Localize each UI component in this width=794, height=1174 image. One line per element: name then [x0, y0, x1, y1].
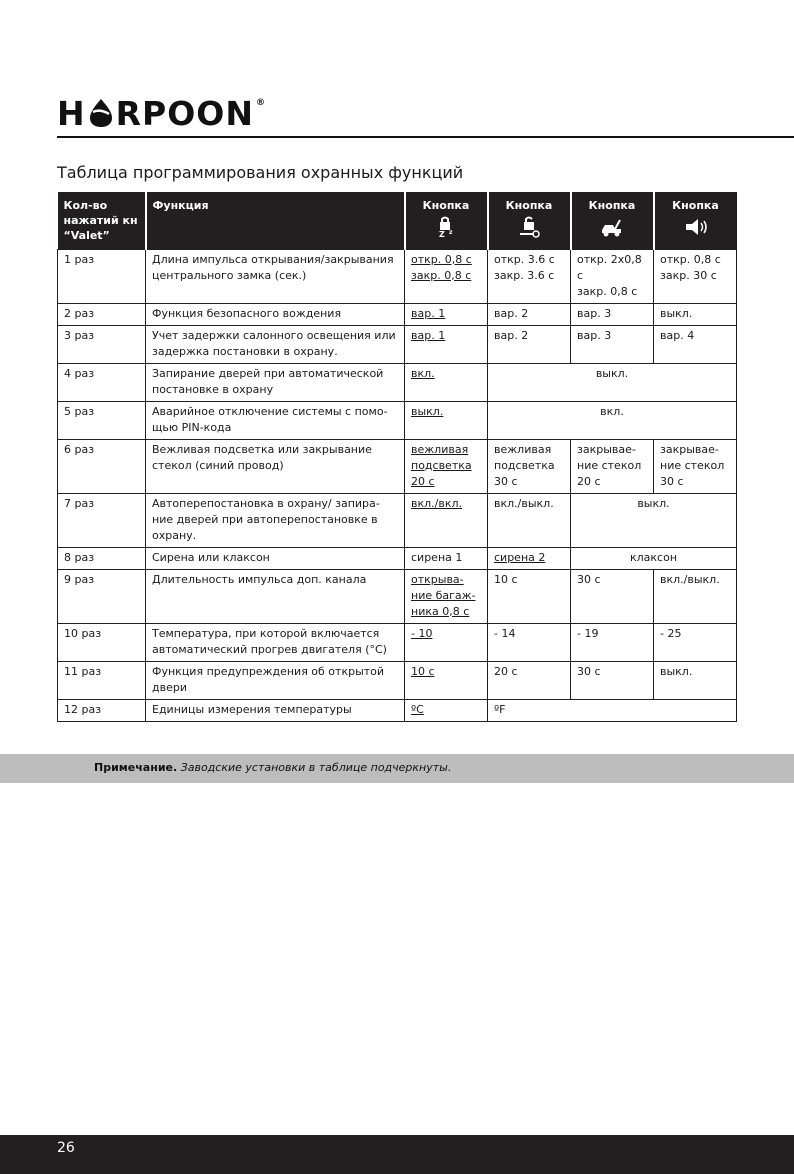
row-count: 8 раз — [58, 547, 146, 569]
row-button-1-value — [405, 249, 488, 303]
row-button-1-value: - 10 — [405, 623, 488, 661]
row-button-1-value: выкл. — [405, 401, 488, 439]
row-function: Сирена или клаксон — [146, 547, 405, 569]
value-line: закр. 3.6 с — [494, 268, 555, 282]
row-count: 9 раз — [58, 569, 146, 623]
row-button-3-value: 30 с — [571, 569, 654, 623]
row-button-1-value: открыва-ние багаж-ника 0,8 с — [405, 569, 488, 623]
row-buttons-2-4-value: выкл. — [488, 363, 737, 401]
row-function: Длина импульса открывания/закрывания центрального замка (сек.) — [146, 249, 405, 303]
page-title: Таблица программирования охранных функций — [57, 163, 464, 182]
row-button-3-value: вар. 3 — [571, 325, 654, 363]
row-button-2-value: сирена 2 — [488, 547, 571, 569]
lock-sleep-icon — [434, 216, 458, 238]
row-function: Единицы измерения температуры — [146, 699, 405, 721]
logo-letter-h: H — [57, 93, 86, 133]
table-row — [58, 439, 737, 493]
header-button-2 — [488, 192, 571, 249]
row-button-3-value: вар. 3 — [571, 303, 654, 325]
logo-letters: RPOON — [115, 93, 254, 133]
value-line: закр. 0,8 с — [411, 268, 472, 282]
table-row — [58, 623, 737, 661]
row-count: 4 раз — [58, 363, 146, 401]
row-button-3-value: - 19 — [571, 623, 654, 661]
row-button-1-value: вкл. — [405, 363, 488, 401]
header-button-4 — [654, 192, 737, 249]
row-buttons-2-4-value: вкл. — [488, 401, 737, 439]
table-row — [58, 325, 737, 363]
header-count: Кол-во нажатий кн “Valet” — [58, 192, 146, 249]
header-button-2-label: Кнопка — [505, 199, 553, 212]
row-function: Функция предупреждения об открытой двери — [146, 661, 405, 699]
row-button-4-value: закрывае-ние стекол 30 с — [654, 439, 737, 493]
row-button-2-value: вар. 2 — [488, 325, 571, 363]
page-number: 26 — [57, 1140, 75, 1156]
value-line: закр. 30 с — [660, 268, 717, 282]
row-count: 7 раз — [58, 493, 146, 547]
row-button-2-value: 10 с — [488, 569, 571, 623]
row-button-2-value: - 14 — [488, 623, 571, 661]
table-header-row — [58, 192, 737, 249]
row-count: 3 раз — [58, 325, 146, 363]
row-function: Запирание дверей при автоматической постановке в охрану — [146, 363, 405, 401]
svg-text:z: z — [449, 229, 453, 236]
svg-text:Z: Z — [439, 230, 445, 238]
table-row — [58, 363, 737, 401]
row-button-1-value: 10 с — [405, 661, 488, 699]
row-button-2-value: 20 с — [488, 661, 571, 699]
row-button-1-value: вкл./вкл. — [405, 493, 488, 547]
table-row — [58, 699, 737, 721]
row-function: Функция безопасного вождения — [146, 303, 405, 325]
table-row — [58, 547, 737, 569]
row-button-1-value: ºС — [405, 699, 488, 721]
row-button-2-value: вар. 2 — [488, 303, 571, 325]
row-count: 12 раз — [58, 699, 146, 721]
header-button-1 — [405, 192, 488, 249]
row-button-2-value: вежливая подсветка 30 с — [488, 439, 571, 493]
row-button-1-value: вар. 1 — [405, 325, 488, 363]
footnote — [94, 761, 451, 774]
row-button-2-value: вкл./выкл. — [488, 493, 571, 547]
table-row — [58, 569, 737, 623]
row-buttons-3-4-value: клаксон — [571, 547, 737, 569]
row-button-2-value — [488, 249, 571, 303]
unlock-key-icon — [516, 216, 542, 238]
row-button-1-value: вежливая подсветка 20 с — [405, 439, 488, 493]
note-label: Примечание. — [94, 761, 178, 774]
value-line: откр. 3.6 с — [494, 252, 555, 266]
row-buttons-3-4-value: выкл. — [571, 493, 737, 547]
row-function: Аварийное отключение системы с помо-щью PIN-кода — [146, 401, 405, 439]
row-count: 11 раз — [58, 661, 146, 699]
note-text: Заводские установки в таблице подчеркнуты. — [180, 761, 452, 774]
row-button-4-value — [654, 249, 737, 303]
row-button-4-value: вкл./выкл. — [654, 569, 737, 623]
header-button-3 — [571, 192, 654, 249]
row-count: 10 раз — [58, 623, 146, 661]
row-button-1-value: вар. 1 — [405, 303, 488, 325]
row-button-3-value — [571, 249, 654, 303]
value-line: откр. 0,8 с — [660, 252, 721, 266]
row-function: Учет задержки салонного освещения или задержка постановки в охрану. — [146, 325, 405, 363]
row-button-4-value: выкл. — [654, 661, 737, 699]
row-function: Длительность импульса доп. канала — [146, 569, 405, 623]
row-function: Автоперепостановка в охрану/ запира-ние дверей при автоперепостановке в охрану. — [146, 493, 405, 547]
row-button-3-value: закрывае-ние стекол 20 с — [571, 439, 654, 493]
row-button-3-value: 30 с — [571, 661, 654, 699]
header-function: Функция — [146, 192, 405, 249]
row-button-4-value: - 25 — [654, 623, 737, 661]
header-rule — [57, 136, 794, 138]
programming-table — [57, 192, 737, 722]
table-row — [58, 303, 737, 325]
table-row — [58, 401, 737, 439]
value-line: закр. 0,8 с — [577, 284, 638, 298]
car-trunk-icon — [599, 216, 625, 238]
header-button-1-label: Кнопка — [422, 199, 470, 212]
siren-sound-icon — [683, 216, 709, 238]
value-line: откр. 2х0,8 с — [577, 252, 642, 282]
row-button-1-value: сирена 1 — [405, 547, 488, 569]
row-button-4-value: выкл. — [654, 303, 737, 325]
row-count: 2 раз — [58, 303, 146, 325]
page-footer — [0, 1135, 794, 1174]
brand-logo — [57, 93, 266, 133]
row-function: Температура, при которой включается автоматический прогрев двигателя (°С) — [146, 623, 405, 661]
row-button-4-value: вар. 4 — [654, 325, 737, 363]
table-row — [58, 661, 737, 699]
table-row — [58, 493, 737, 547]
row-buttons-2-4-value: ºF — [488, 699, 737, 721]
header-button-4-label: Кнопка — [672, 199, 719, 212]
row-function: Вежливая подсветка или закрывание стекол (синий провод) — [146, 439, 405, 493]
table-row — [58, 249, 737, 303]
row-count: 6 раз — [58, 439, 146, 493]
row-count: 5 раз — [58, 401, 146, 439]
value-line: откр. 0,8 с — [411, 252, 472, 266]
harpoon-drop-icon — [87, 98, 115, 128]
row-count: 1 раз — [58, 249, 146, 303]
registered-mark: ® — [255, 98, 266, 108]
header-button-3-label: Кнопка — [588, 199, 636, 212]
